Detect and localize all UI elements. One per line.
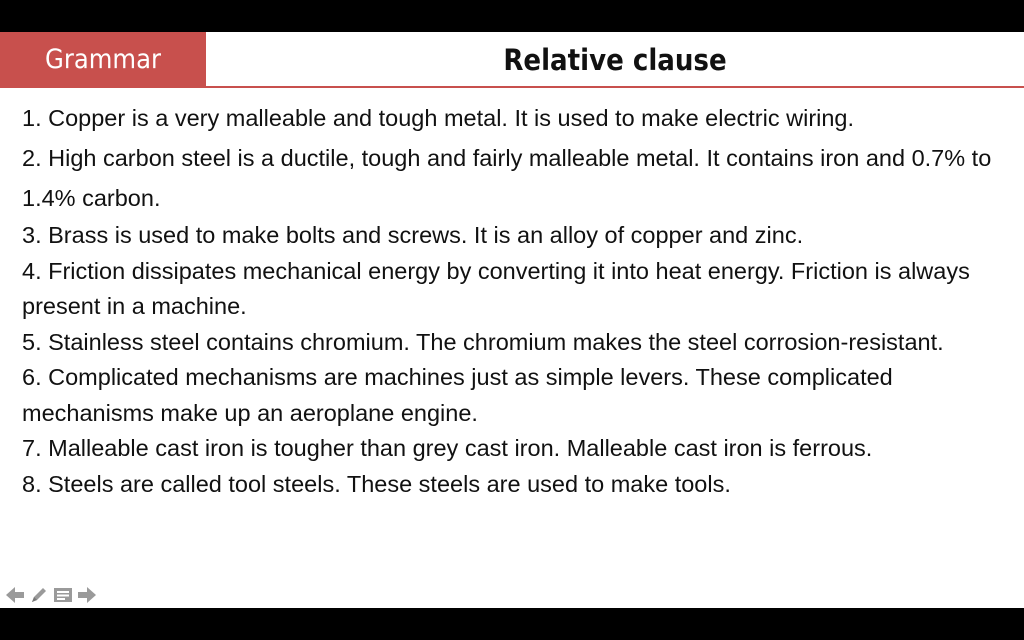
list-item: 4. Friction dissipates mechanical energy by converting it into heat energy. Friction is always present in a machine. bbox=[22, 257, 970, 319]
list-item: 7. Malleable cast iron is tougher than grey cast iron. Malleable cast iron is ferrous. bbox=[22, 435, 873, 461]
header-divider bbox=[0, 86, 1024, 88]
list-item: 3. Brass is used to make bolts and screws. It is an alloy of copper and zinc. bbox=[22, 222, 804, 248]
pen-icon[interactable] bbox=[28, 584, 50, 606]
slide-content bbox=[22, 98, 1017, 502]
slide bbox=[0, 32, 1024, 608]
slide-header bbox=[0, 32, 1024, 88]
arrow-left-icon[interactable] bbox=[4, 584, 26, 606]
arrow-right-icon[interactable] bbox=[76, 584, 98, 606]
list-item: 2. High carbon steel is a ductile, tough and fairly malleable metal. It contains iron and 0.7% to 1.4% carbon. bbox=[22, 145, 992, 211]
list-item: 8. Steels are called tool steels. These steels are used to make tools. bbox=[22, 470, 731, 497]
slideshow-controls bbox=[4, 584, 98, 606]
slide-menu-icon[interactable] bbox=[52, 584, 74, 606]
list-item: 1. Copper is a very malleable and tough metal. It is used to make electric wiring. bbox=[22, 105, 855, 131]
list-item: 6. Complicated mechanisms are machines just as simple levers. These complicated mechanisms make up an aeroplane engine. bbox=[22, 364, 893, 426]
section-tag: Grammar bbox=[0, 32, 206, 88]
slide-title: Relative clause bbox=[503, 43, 727, 77]
list-item: 5. Stainless steel contains chromium. The chromium makes the steel corrosion-resistant. bbox=[22, 328, 944, 355]
